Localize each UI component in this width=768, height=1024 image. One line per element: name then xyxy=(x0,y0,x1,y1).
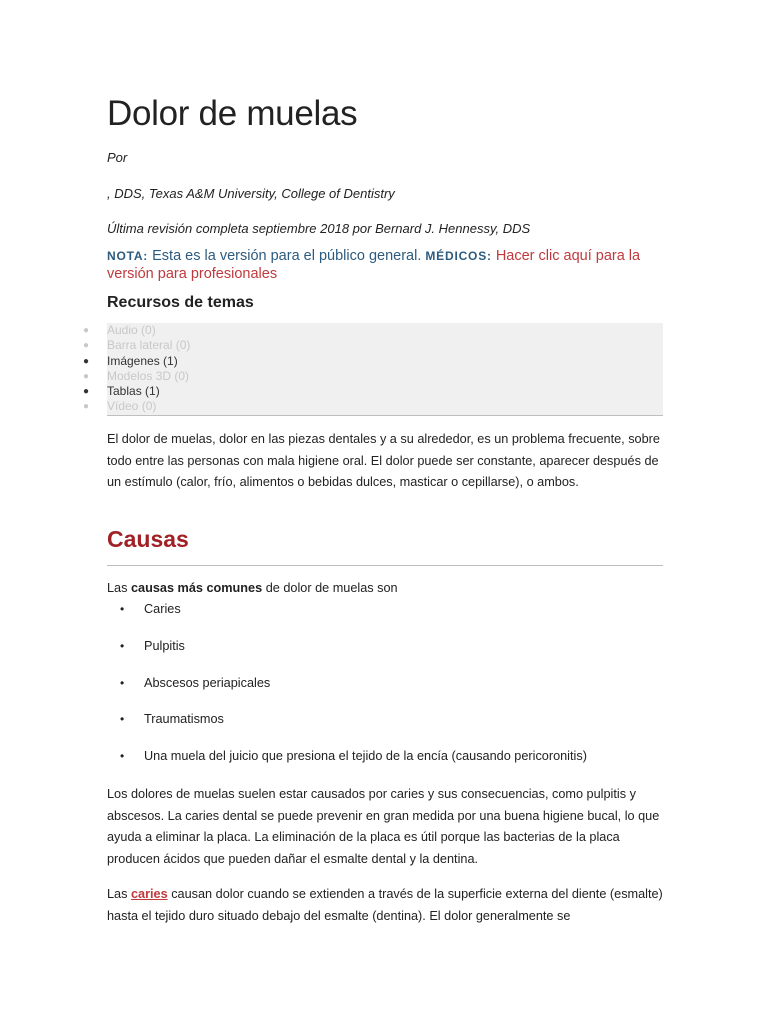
author-affiliation: , DDS, Texas A&M University, College of Dentistry xyxy=(107,186,395,201)
caries-paragraph xyxy=(107,884,663,927)
list-item xyxy=(107,745,663,782)
byline-label: Por xyxy=(107,150,128,165)
resource-sidebar xyxy=(83,338,191,353)
bullet-icon: ● xyxy=(83,340,90,352)
resource-label: Modelos 3D (0) xyxy=(107,368,190,383)
resource-tables[interactable] xyxy=(83,384,190,399)
resource-images[interactable] xyxy=(83,353,190,369)
causes-list xyxy=(107,598,663,782)
caries-link[interactable]: caries xyxy=(130,887,168,901)
bullet-icon: ● xyxy=(83,370,90,382)
causes-intro-after: de dolor de muelas son xyxy=(262,581,398,595)
bullet-icon: • xyxy=(120,638,125,653)
bullet-icon: • xyxy=(120,712,125,727)
causes-intro-before: Las xyxy=(107,581,131,595)
resource-video xyxy=(83,399,190,414)
topic-resources-panel xyxy=(83,323,663,416)
list-item xyxy=(107,708,663,745)
note-text: Esta es la versión para el público general. xyxy=(152,248,422,264)
resource-label: Vídeo (0) xyxy=(107,399,157,414)
resource-label: Audio (0) xyxy=(107,323,156,337)
cause-label: Caries xyxy=(144,602,181,616)
causes-paragraph: Los dolores de muelas suelen estar causados por caries y sus consecuencias, como pulpitis y abscesos. La caries dental se puede prevenir en gran medida por una buena higiene bucal, lo que ayuda a eliminar la placa. La eliminación de la placa es útil porque las bacterias de la placa producen ácidos que pueden dañar el esmalte dental y la dentina. xyxy=(107,787,660,866)
cause-label: Pulpitis xyxy=(144,638,185,653)
intro-paragraph: El dolor de muelas, dolor en las piezas dentales y a su alrededor, es un problema frecuente, sobre todo entre las personas con mala higiene oral. El dolor puede ser constante, aparecer después de un estímulo (calor, frío, alimentos o bebidas dulces, masticar o cepillarse), o ambos. xyxy=(107,432,660,489)
resource-label: Tablas (1) xyxy=(107,384,160,399)
resource-label: Barra lateral (0) xyxy=(107,338,191,353)
revision-info: Última revisión completa septiembre 2018 por Bernard J. Hennessy, DDS xyxy=(107,221,531,236)
bullet-icon: • xyxy=(120,749,125,764)
resources-heading: Recursos de temas xyxy=(107,294,254,311)
professional-version-link[interactable]: Hacer clic aquí para la versión para profesionales xyxy=(107,248,641,282)
page-title: Dolor de muelas xyxy=(107,94,358,133)
list-item xyxy=(107,598,663,635)
resource-3d-models xyxy=(83,368,190,384)
list-item xyxy=(107,672,663,709)
resource-audio xyxy=(83,323,190,338)
caries-after: causan dolor cuando se extienden a través de la superficie externa del diente (esmalte) hasta el tejido duro situado debajo del esmalte (dentina). El dolor generalmente se xyxy=(107,887,663,923)
bullet-icon: • xyxy=(120,675,125,690)
section-divider xyxy=(107,565,663,566)
cause-label: Una muela del juicio que presiona el tejido de la encía (causando pericoronitis) xyxy=(144,749,587,764)
resource-label: Imágenes (1) xyxy=(107,353,178,368)
bullet-icon: ● xyxy=(83,401,90,413)
cause-label: Traumatismos xyxy=(144,712,224,727)
causes-heading: Causas xyxy=(107,526,189,552)
bullet-icon: • xyxy=(120,602,125,616)
cause-label: Abscesos periapicales xyxy=(144,675,271,690)
bullet-icon: ● xyxy=(83,325,90,336)
causes-intro-bold: causas más comunes xyxy=(130,581,263,595)
audience-note xyxy=(107,247,663,283)
list-item xyxy=(107,635,663,672)
caries-before: Las xyxy=(107,887,131,901)
topic-resources-list xyxy=(83,323,191,415)
doctors-label: MÉDICOS: xyxy=(425,249,492,263)
bullet-icon: ● xyxy=(83,386,90,398)
note-label: NOTA: xyxy=(107,249,149,263)
bullet-icon: ● xyxy=(83,355,90,367)
causes-intro xyxy=(107,578,663,600)
